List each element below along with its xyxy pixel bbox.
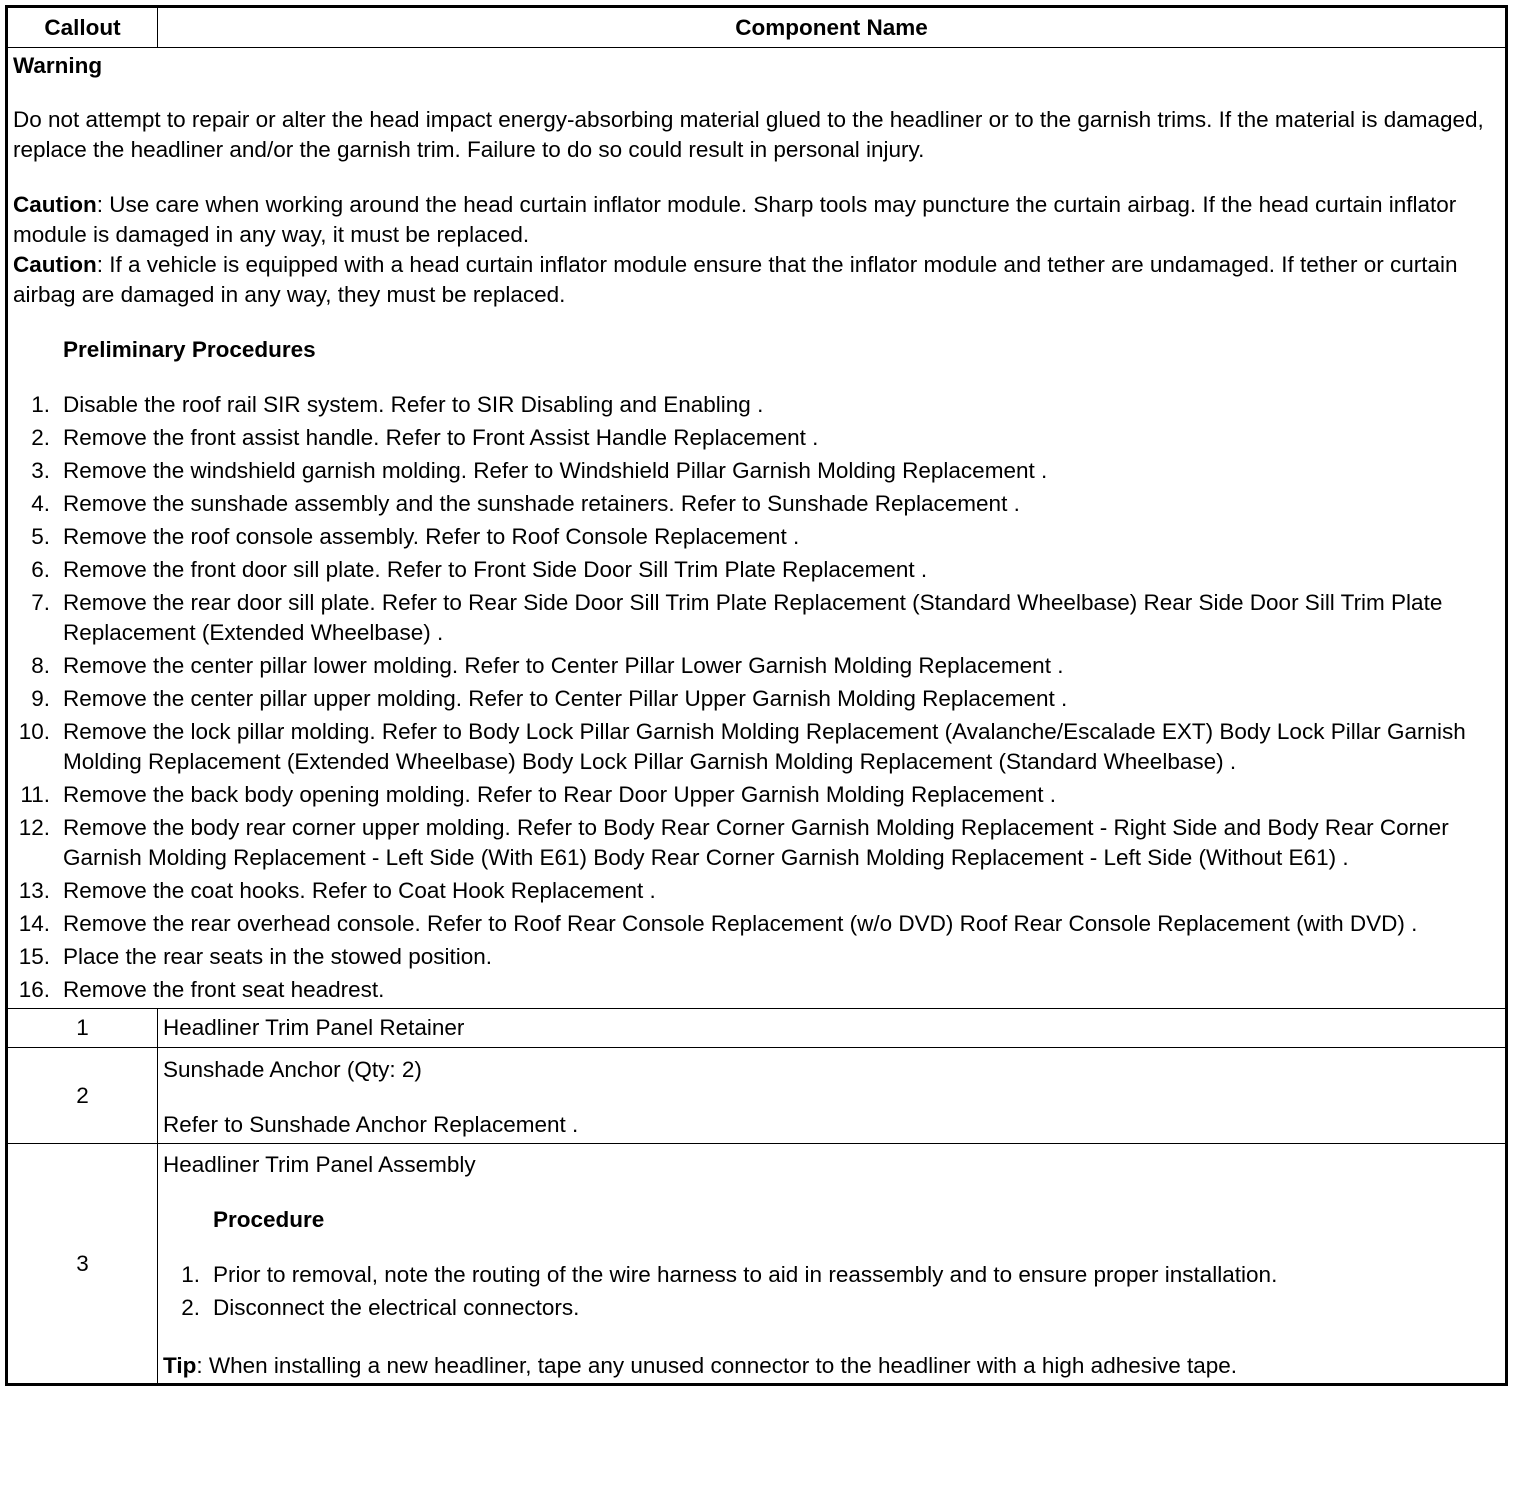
step-text: Remove the body rear corner upper molding. Refer to Body Rear Corner Garnish Molding Replacement - Right Side and Body Rear Corner Garnish Molding Replacement - Left Side (With E61) Body Rear Corner Garnish Molding Replacement - Left Side (Without E61) . bbox=[63, 815, 1449, 870]
step-number: 13. bbox=[18, 878, 50, 903]
tip-text: : When installing a new headliner, tape any unused connector to the headliner with a high adhesive tape. bbox=[196, 1353, 1238, 1378]
list-item bbox=[13, 588, 1500, 648]
list-item bbox=[13, 975, 1500, 1005]
warning-row bbox=[7, 48, 1507, 1009]
component-cell bbox=[158, 1048, 1507, 1144]
step-number: 16. bbox=[18, 977, 50, 1002]
component-reference: Refer to Sunshade Anchor Replacement . bbox=[163, 1112, 579, 1137]
tip-label: Tip bbox=[163, 1353, 197, 1378]
step-text: Remove the coat hooks. Refer to Coat Hook Replacement . bbox=[63, 878, 656, 903]
caution-2-text: : If a vehicle is equipped with a head curtain inflator module ensure that the inflator module and tether are undamaged. If tether or curtain airbag are damaged in any way, they must be replaced. bbox=[13, 252, 1458, 307]
callout-cell: 3 bbox=[7, 1144, 158, 1385]
table-row bbox=[7, 1009, 1507, 1048]
step-text: Remove the back body opening molding. Refer to Rear Door Upper Garnish Molding Replacement . bbox=[63, 782, 1057, 807]
list-item bbox=[163, 1260, 1500, 1290]
step-number: 6. bbox=[31, 557, 50, 582]
list-item bbox=[13, 876, 1500, 906]
step-text: Remove the front seat headrest. bbox=[63, 977, 385, 1002]
step-text: Remove the rear door sill plate. Refer to Rear Side Door Sill Trim Plate Replacement (Standard Wheelbase) Rear Side Door Sill Trim Plate Replacement (Extended Wheelbase) . bbox=[63, 590, 1443, 645]
step-number: 1. bbox=[31, 392, 50, 417]
list-item bbox=[13, 813, 1500, 873]
component-name-header: Component Name bbox=[158, 7, 1507, 48]
callout-cell: 1 bbox=[7, 1009, 158, 1048]
step-text: Place the rear seats in the stowed position. bbox=[63, 944, 492, 969]
step-text: Remove the roof console assembly. Refer to Roof Console Replacement . bbox=[63, 524, 800, 549]
callout-cell: 2 bbox=[7, 1048, 158, 1144]
step-number: 5. bbox=[31, 524, 50, 549]
component-name: Headliner Trim Panel Assembly bbox=[163, 1152, 476, 1177]
step-number: 12. bbox=[18, 815, 50, 840]
tip bbox=[163, 1351, 1500, 1381]
step-text: Disable the roof rail SIR system. Refer to SIR Disabling and Enabling . bbox=[63, 392, 764, 417]
step-number: 7. bbox=[31, 590, 50, 615]
preliminary-steps bbox=[13, 390, 1500, 1005]
list-item bbox=[13, 390, 1500, 420]
procedure-heading: Procedure bbox=[213, 1207, 325, 1232]
step-number: 4. bbox=[31, 491, 50, 516]
table-row bbox=[7, 1048, 1507, 1144]
list-item bbox=[13, 909, 1500, 939]
component-name: Sunshade Anchor (Qty: 2) bbox=[163, 1057, 422, 1082]
table-row bbox=[7, 1144, 1507, 1385]
step-number: 8. bbox=[31, 653, 50, 678]
caution-1-text: : Use care when working around the head curtain inflator module. Sharp tools may puncture the curtain airbag. If the head curtain inflator module is damaged in any way, it must be replaced. bbox=[13, 192, 1457, 247]
step-text: Remove the center pillar lower molding. Refer to Center Pillar Lower Garnish Molding Replacement . bbox=[63, 653, 1064, 678]
step-number: 2. bbox=[31, 425, 50, 450]
list-item bbox=[13, 651, 1500, 681]
caution-1-label: Caution bbox=[13, 192, 97, 217]
list-item bbox=[13, 942, 1500, 972]
procedure-steps bbox=[163, 1260, 1500, 1323]
step-number: 11. bbox=[20, 782, 50, 807]
list-item bbox=[13, 423, 1500, 453]
step-number: 1. bbox=[181, 1262, 200, 1287]
step-text: Remove the center pillar upper molding. Refer to Center Pillar Upper Garnish Molding Replacement . bbox=[63, 686, 1068, 711]
list-item bbox=[13, 780, 1500, 810]
step-number: 15. bbox=[18, 944, 50, 969]
warning-text: Do not attempt to repair or alter the head impact energy-absorbing material glued to the headliner or to the garnish trims. If the material is damaged, replace the headliner and/or the garnish trim. Failure to do so could result in personal injury. bbox=[13, 107, 1484, 162]
list-item bbox=[163, 1293, 1500, 1323]
step-text: Remove the rear overhead console. Refer to Roof Rear Console Replacement (w/o DVD) Roof Rear Console Replacement (with DVD) . bbox=[63, 911, 1418, 936]
step-text: Prior to removal, note the routing of the wire harness to aid in reassembly and to ensure proper installation. bbox=[213, 1262, 1278, 1287]
step-number: 14. bbox=[18, 911, 50, 936]
list-item bbox=[13, 456, 1500, 486]
component-name-cell: Headliner Trim Panel Retainer bbox=[158, 1009, 1507, 1048]
list-item bbox=[13, 684, 1500, 714]
list-item bbox=[13, 717, 1500, 777]
step-text: Remove the front door sill plate. Refer to Front Side Door Sill Trim Plate Replacement . bbox=[63, 557, 928, 582]
step-text: Remove the windshield garnish molding. Refer to Windshield Pillar Garnish Molding Replacement . bbox=[63, 458, 1048, 483]
preliminary-heading: Preliminary Procedures bbox=[63, 337, 316, 362]
list-item bbox=[13, 555, 1500, 585]
step-number: 2. bbox=[181, 1295, 200, 1320]
step-number: 10. bbox=[18, 719, 50, 744]
caution-1 bbox=[13, 190, 1500, 250]
warning-cell bbox=[7, 48, 1507, 1009]
step-text: Remove the sunshade assembly and the sunshade retainers. Refer to Sunshade Replacement . bbox=[63, 491, 1020, 516]
list-item bbox=[13, 489, 1500, 519]
step-text: Remove the front assist handle. Refer to Front Assist Handle Replacement . bbox=[63, 425, 819, 450]
step-number: 9. bbox=[31, 686, 50, 711]
warning-title: Warning bbox=[13, 53, 103, 78]
caution-2 bbox=[13, 250, 1500, 310]
step-text: Disconnect the electrical connectors. bbox=[213, 1295, 580, 1320]
caution-2-label: Caution bbox=[13, 252, 97, 277]
table-header-row bbox=[7, 7, 1507, 48]
component-table bbox=[5, 5, 1508, 1386]
list-item bbox=[13, 522, 1500, 552]
callout-header: Callout bbox=[7, 7, 158, 48]
step-number: 3. bbox=[31, 458, 50, 483]
component-cell bbox=[158, 1144, 1507, 1385]
step-text: Remove the lock pillar molding. Refer to Body Lock Pillar Garnish Molding Replacement (Avalanche/Escalade EXT) Body Lock Pillar Garnish Molding Replacement (Extended Wheelbase) Body Lock Pillar Garnish Molding Replacement (Standard Wheelbase) . bbox=[63, 719, 1466, 774]
